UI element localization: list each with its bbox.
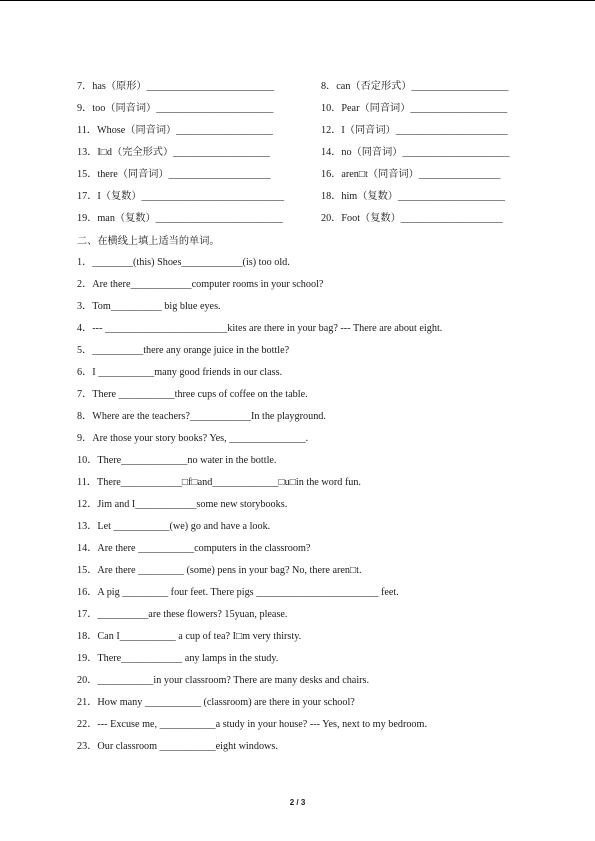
fill-blank-item: 21．How many ___________ (classroom) are there in your school?: [77, 697, 355, 708]
fill-blank-item: 14．Are there ___________computers in the classroom?: [77, 543, 311, 554]
word-form-item: 16．aren□t（同音词）________________: [321, 169, 501, 180]
fill-blank-item: 6．I ___________many good friends in our class.: [77, 367, 283, 378]
section-2-title: 二、在横线上填上适当的单词。: [77, 236, 220, 247]
word-form-item: 11．Whose（同音词）___________________: [77, 125, 274, 136]
fill-blank-item: 16．A pig _________ four feet. There pigs ________________________ feet.: [77, 587, 399, 598]
fill-blank-item: 19．There____________ any lamps in the study.: [77, 653, 279, 664]
fill-blank-item: 15．Are there _________ (some) pens in your bag? No, there aren□t.: [77, 565, 362, 576]
fill-blank-item: 5．__________there any orange juice in the bottle?: [77, 345, 290, 356]
fill-blank-item: 22．--- Excuse me, ___________a study in your house? --- Yes, next to my bedroom.: [77, 719, 427, 730]
fill-blank-item: 20．___________in your classroom? There are many desks and chairs.: [77, 675, 370, 686]
word-form-item: 13．I□d（完全形式）___________________: [77, 147, 270, 158]
fill-blank-item: 3．Tom__________ big blue eyes.: [77, 301, 221, 312]
word-form-item: 20．Foot（复数）____________________: [321, 213, 503, 224]
fill-blank-item: 10．There_____________no water in the bottle.: [77, 455, 277, 466]
fill-blank-item: 1．________(this) Shoes____________(is) too old.: [77, 257, 290, 268]
word-form-item: 14．no（同音词）_____________________: [321, 147, 510, 158]
fill-blank-item: 8．Where are the teachers?____________In the playground.: [77, 411, 326, 422]
fill-blank-item: 4．--- ________________________kites are there in your bag? --- There are about eight.: [77, 323, 443, 334]
fill-blank-item: 9．Are those your story books? Yes, _______________.: [77, 433, 309, 444]
top-rule: [0, 0, 595, 1]
fill-blank-item: 13．Let ___________(we) go and have a look.: [77, 521, 271, 532]
word-form-item: 15．there（同音词）____________________: [77, 169, 271, 180]
word-form-item: 12．I（同音词）______________________: [321, 125, 508, 136]
fill-blank-item: 23．Our classroom ___________eight windows.: [77, 741, 278, 752]
word-form-item: 7．has（原形）_________________________: [77, 81, 274, 92]
word-form-item: 17．I（复数）____________________________: [77, 191, 285, 202]
fill-blank-item: 11．There____________□f□and_____________□u□in the word fun.: [77, 477, 361, 488]
word-form-item: 18．him（复数）_____________________: [321, 191, 505, 202]
fill-blank-item: 12．Jim and I____________some new storybooks.: [77, 499, 288, 510]
fill-blank-item: 18．Can I___________ a cup of tea? I□m very thirsty.: [77, 631, 302, 642]
word-form-item: 9．too（同音词）_______________________: [77, 103, 274, 114]
word-form-item: 8．can（否定形式）___________________: [321, 81, 509, 92]
word-form-item: 19．man（复数）_________________________: [77, 213, 284, 224]
fill-blank-item: 17．__________are these flowers? 15yuan, please.: [77, 609, 288, 620]
word-form-item: 10．Pear（同音词）___________________: [321, 103, 508, 114]
page-number: 2 / 3: [289, 798, 306, 807]
fill-blank-item: 2．Are there____________computer rooms in your school?: [77, 279, 324, 290]
fill-blank-item: 7．There ___________three cups of coffee on the table.: [77, 389, 308, 400]
